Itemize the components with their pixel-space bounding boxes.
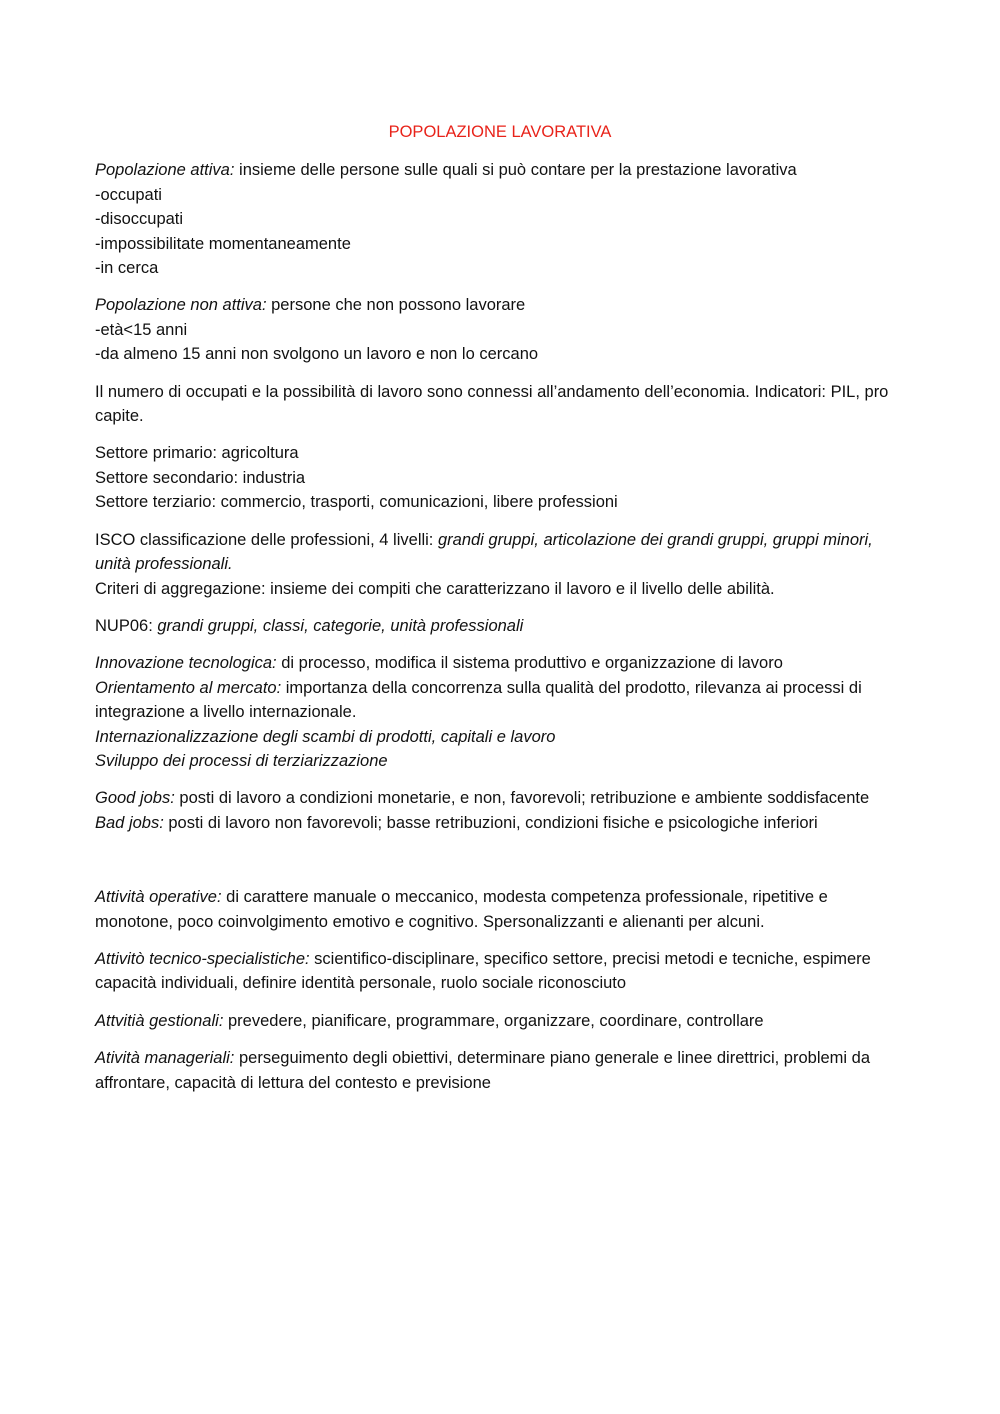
document-body [95,120,905,1108]
paragraph-popolazione-attiva [95,158,905,280]
isco-text: ISCO classificazione delle professioni, 4 livelli: [95,530,438,549]
paragraph-isco [95,528,905,601]
list-item: Settore primario: agricoltura [95,444,299,463]
term: Atività manageriali: [95,1049,235,1068]
line [95,786,905,810]
paragraph-attivita-operative [95,885,905,934]
list-item: -disoccupati [95,210,184,229]
paragraph-innovazione [95,651,905,773]
list-item: -età<15 anni [95,320,188,339]
line-terziarizzazione: Sviluppo dei processi di terziarizzazione [95,751,388,770]
term: Popolazione non attiva: [95,296,267,315]
nup-text: NUP06: [95,616,158,635]
definition: scientifico-disciplinare, specifico settore, precisi metodi e tecniche, espimere capacità individuali, definire identità personale, ruolo sociale riconosciuto [95,949,871,993]
paragraph-popolazione-non-attiva [95,293,905,366]
definition: posti di lavoro a condizioni monetarie, e non, favorevoli; retribuzione e ambiente soddisfacente [174,789,870,808]
line [95,651,905,675]
term: Good jobs: [95,789,175,808]
definition: insieme delle persone sulle quali si può contare per la prestazione lavorativa [234,161,797,180]
isco-criteri: Criteri di aggregazione: insieme dei compiti che caratterizzano il lavoro e il livello delle abilità. [95,579,775,598]
definition: posti di lavoro non favorevoli; basse retribuzioni, condizioni fisiche e psicologiche inferiori [163,813,818,832]
paragraph-nup06 [95,614,905,638]
list-item: Settore secondario: industria [95,468,306,487]
term: Orientamento al mercato: [95,678,282,697]
definition: importanza della concorrenza sulla qualità del prodotto, rilevanza ai processi di integrazione a livello internazionale. [95,678,862,722]
list-item: -in cerca [95,259,159,278]
paragraph-attivita-gestionali [95,1009,905,1033]
term: Bad jobs: [95,813,164,832]
term: Attivitò tecnico-specialistiche: [95,949,310,968]
paragraph-jobs [95,786,905,835]
line [95,676,905,725]
spacer [95,848,905,885]
line [95,811,905,835]
definition: di carattere manuale o meccanico, modesta competenza professionale, ripetitive e monotone, poco coinvolgimento emotivo e cognitivo. Spersonalizzanti e alienanti per alcuni. [95,888,828,931]
line [95,528,905,577]
definition: perseguimento degli obiettivi, determinare piano generale e linee direttrici, problemi da affrontare, capacità di lettura del contesto e previsione [95,1049,871,1092]
list-item: Settore terziario: commercio, trasporti, comunicazioni, libere professioni [95,493,618,512]
definition: di processo, modifica il sistema produttivo e organizzazione di lavoro [276,654,783,673]
definition: prevedere, pianificare, programmare, organizzare, coordinare, controllare [223,1011,764,1030]
paragraph-attivita-manageriali [95,1046,905,1095]
line [95,158,905,182]
list-item: -impossibilitate momentaneamente [95,234,351,253]
isco-levels: grandi gruppi, articolazione dei grandi gruppi, gruppi minori, unità professionali. [95,530,873,574]
list-item: -da almeno 15 anni non svolgono un lavoro e non lo cercano [95,345,539,364]
paragraph-attivita-tecniche [95,947,905,996]
paragraph-settori [95,441,905,514]
term: Attvitià gestionali: [95,1011,224,1030]
term: Innovazione tecnologica: [95,654,277,673]
term: Popolazione attiva: [95,161,235,180]
list-item: -occupati [95,185,162,204]
term: Attività operative: [95,888,222,907]
paragraph-economia: Il numero di occupati e la possibilità di lavoro sono connessi all’andamento dell’economia. Indicatori: PIL, pro capite. [95,382,889,426]
line-internazionalizzazione: Internazionalizzazione degli scambi di prodotti, capitali e lavoro [95,727,556,746]
document-title: POPOLAZIONE LAVORATIVA [388,123,612,141]
definition: persone che non possono lavorare [266,296,526,315]
line [95,293,905,317]
line [95,614,905,638]
nup-levels: grandi gruppi, classi, categorie, unità professionali [157,616,524,635]
